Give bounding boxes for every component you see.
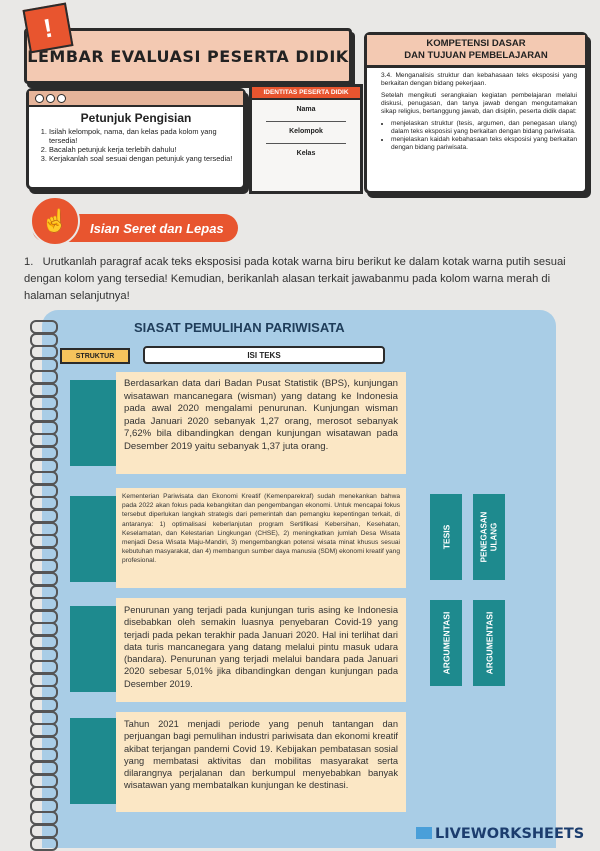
spiral-ring [30, 698, 58, 712]
spiral-ring [30, 572, 58, 586]
instruction-item: 3. Kerjakanlah soal sesuai dengan petunjuk yang tersedia! [49, 154, 243, 163]
competency-panel [364, 32, 588, 194]
basic-competency: 3.4. Menganalisis struktur dan kebahasaan teks eksposisi yang berkaitan dengan bidang pekerjaan. [381, 72, 577, 87]
structure-column-label: STRUKTUR [60, 348, 130, 364]
competency-intro: Setelah mengikuti serangkaian kegiatan pembelajaran melalui diskusi, penugasan, dan tanya jawab dengan mengutamakan sikap religius, bertanggung jawab, dan disiplin, peserta didik dapat: [381, 92, 577, 115]
drag-tag-label: PENEGASAN ULANG [479, 511, 498, 563]
learning-goal: • menjelaskan kaidah kebahasaan teks eksposisi yang berkaitan dengan bidang pariwisata. [391, 136, 577, 152]
paragraph-card[interactable]: Kementerian Pariwisata dan Ekonomi Kreatif (Kemenparekraf) sudah menekankan bahwa pada 2022 akan fokus pada kebangkitan dan pengembangan ekonomi. Untuk mencapai fokus tersebut diperlukan langkah strategis dari pemerintah dan pemangku kepentingan terkait, di antaranya: 1) optimalisasi keberlanjutan program Sertifikasi Kebersihan, Kesehatan, Keselamatan, dan Kelestarian Lingkungan (CHSE), 2) meningkatkan jumlah Desa Wisata menjadi Desa Wisata Maju-Mandiri, 3) mengembangkan potensi wisata minat khusus sesuai kebutuhan masyarakat, dan 4) membangun sumber daya manusia (SDM) ekonomi kreatif yang profesional. [116, 488, 406, 588]
identity-field-kelas: Kelas [296, 150, 316, 157]
paragraph-card[interactable]: Tahun 2021 menjadi periode yang penuh tantangan dan perjuangan bagi pemulihan industri pariwisata dan ekonomi kreatif akibat terjangan pandemi Covid 19. Kebijakan pembatasan sosial yang membatasi aktivitas dan mobilitas masyarakat serta dilarangnya perjalanan dan berkumpul menyebabkan banyak wisatawan yang membatalkan kunjungan ke destinasi. [116, 712, 406, 812]
liveworksheets-logo-icon [416, 827, 432, 839]
brand-text: LIVEWORKSHEETS [435, 826, 585, 842]
spiral-binding [30, 320, 60, 848]
pointing-hand-icon: ☝ [30, 196, 80, 246]
drag-tag-argumentasi[interactable] [430, 600, 462, 686]
structure-drop-slot[interactable] [70, 718, 118, 804]
spiral-ring [30, 446, 58, 460]
content-column-label: ISI TEKS [143, 346, 385, 364]
competency-title-line: KOMPETENSI DASAR [426, 38, 526, 49]
page-title: LEMBAR EVALUASI PESERTA DIDIK [27, 46, 349, 66]
learning-goal: • menjelaskan struktur (tesis, argumen, dan penegasan ulang) dalam teks eksposisi yang berkaitan dengan bidang pariwisata. [391, 120, 577, 136]
instruction-item: 2. Bacalah petunjuk kerja terlebih dahulu! [49, 145, 243, 154]
window-dot-icon [57, 94, 66, 103]
spiral-ring [30, 509, 58, 523]
window-dot-icon [46, 94, 55, 103]
instruction-item: 1. Isilah kelompok, nama, dan kelas pada kolom yang tersedia! [49, 127, 243, 145]
page-title-banner [24, 28, 352, 84]
task-instruction [24, 254, 574, 305]
exclamation-icon: ! [23, 3, 74, 54]
window-bar [29, 91, 243, 107]
drag-tag-label: ARGUMENTASI [484, 611, 494, 675]
nama-input-line[interactable] [266, 121, 346, 122]
spiral-ring [30, 824, 58, 838]
spiral-ring [30, 761, 58, 775]
identity-title: IDENTITAS PESERTA DIDIK [252, 87, 360, 100]
drag-tag-label: TESIS [441, 524, 451, 550]
drag-tag-argumentasi[interactable] [473, 600, 505, 686]
drag-tag-tesis[interactable] [430, 494, 462, 580]
notebook-title: SIASAT PEMULIHAN PARIWISATA [134, 320, 345, 335]
spiral-ring [30, 383, 58, 397]
paragraph-card[interactable]: Berdasarkan data dari Badan Pusat Statistik (BPS), kunjungan wisatawan mancanegara (wisman) yang datang ke Indonesia pada awal 2020 mengalami penurunan. Kunjungan wisman pada Januari 2020 sebanyak 1,27 orang, merosot sebanyak 7,62% bila dibandingkan dengan kunjungan wisatawan pada Desember 2019 yaitu sebanyak 1,37 juta orang. [116, 372, 406, 474]
identity-panel [249, 84, 363, 194]
drag-tag-label: ARGUMENTASI [441, 611, 451, 675]
task-text: Urutkanlah paragraf acak teks eksposisi pada kotak warna biru berikut ke dalam kotak warna putih sesuai dengan kolom yang tersedia! Kemudian, berikanlah alasan terkait jawabanmu pada kolom warna merah di halaman selanjutnya! [24, 256, 566, 302]
structure-drop-slot[interactable] [70, 380, 118, 466]
section-label: Isian Seret dan Lepas [90, 220, 224, 236]
instructions-panel [26, 88, 246, 190]
competency-title-line: DAN TUJUAN PEMBELAJARAN [404, 50, 548, 61]
drag-tag-penegasan-ulang[interactable] [473, 494, 505, 580]
kelompok-input-line[interactable] [266, 143, 346, 144]
task-number: 1. [24, 256, 34, 268]
structure-drop-slot[interactable] [70, 606, 118, 692]
window-dot-icon [35, 94, 44, 103]
identity-field-kelompok: Kelompok [289, 128, 323, 135]
brand-logo [416, 826, 584, 842]
structure-drop-slot[interactable] [70, 496, 118, 582]
competency-title [367, 35, 585, 68]
competency-body [367, 68, 585, 152]
paragraph-card[interactable]: Penurunan yang terjadi pada kunjungan turis asing ke Indonesia disebabkan oleh semakin luasnya penyebaran Covid-19 yang terjadi pada pekan terakhir pada Januari 2020. Hal ini terlihat dari data turis mancanegara yang datang melalui pintu masuk udara (bandara). Penurunan yang terjadi melalui bandara pada Januari 2020 sebesar 5,01% jika dibandingkan dengan kunjungan pada Desember 2019. [116, 598, 406, 702]
instructions-list [29, 127, 243, 163]
spiral-ring [30, 635, 58, 649]
instructions-title: Petunjuk Pengisian [80, 111, 192, 125]
spiral-ring [30, 320, 58, 334]
identity-field-nama: Nama [296, 106, 316, 113]
learning-goals-list [381, 120, 577, 152]
spiral-ring [30, 837, 58, 851]
